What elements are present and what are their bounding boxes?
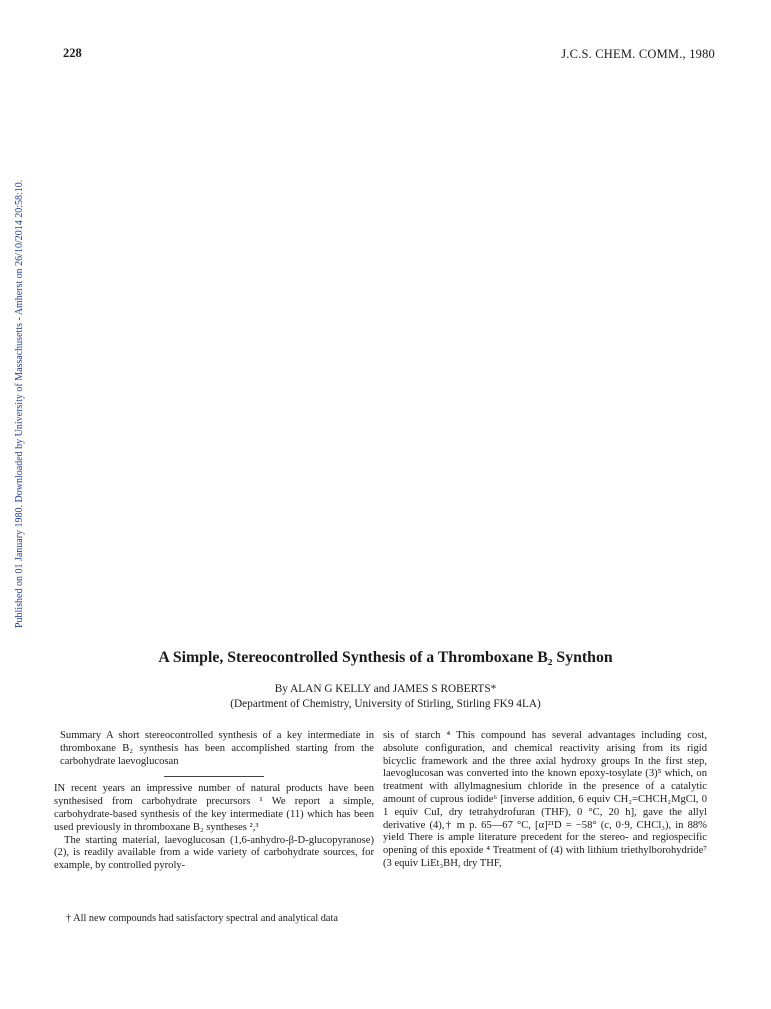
summary-paragraph: Summary A short stereocontrolled synthesis of a key intermediate in thromboxane B₂ synthesis has been accomplished starting from the carbohydrate laevoglucosan bbox=[60, 730, 374, 767]
intro-paragraph: IN recent years an impressive number of natural products have been synthesised from carbohydrate precursors ¹ We report a simple, carbohydrate-based synthesis of the key intermediate (11) which has been used previously in thromboxane B₂ syntheses ²,³ bbox=[54, 783, 374, 833]
article-title: A Simple, Stereocontrolled Synthesis of a Thromboxane B₂ Synthon bbox=[158, 649, 613, 666]
page-number: 228 bbox=[63, 46, 82, 60]
footnote: † All new compounds had satisfactory spectral and analytical data bbox=[66, 913, 338, 924]
starting-material-paragraph: The starting material, laevoglucosan (1,6-anhydro-β-D-glucopyranose) (2), is readily available from a wide variety of carbohydrate sources, for example, by controlled pyroly- bbox=[54, 834, 374, 872]
download-watermark: Published on 01 January 1980. Downloaded by University of Massachusetts - Amherst on 26/10/2014 20:58:10. bbox=[14, 179, 25, 628]
article-authors: By ALAN G KELLY and JAMES S ROBERTS* bbox=[274, 683, 497, 695]
right-column bbox=[383, 730, 707, 871]
left-column bbox=[54, 730, 374, 873]
journal-header: J.C.S. CHEM. COMM., 1980 bbox=[561, 47, 715, 61]
summary-divider bbox=[164, 776, 264, 777]
article-affiliation: (Department of Chemistry, University of Stirling, Stirling FK9 4LA) bbox=[230, 698, 541, 710]
synthesis-paragraph: sis of starch ⁴ This compound has several advantages including cost, absolute configuration, and chemical reactivity arising from its rigid bicyclic framework and the three axial hydroxy groups In the first step, laevoglucosan was converted into the known epoxy-tosylate (3)⁵ which, on treatment with allylmagnesium chloride in the presence of a catalytic amount of cuprous iodide⁶ [inverse addition, 6 equiv CH₂=CHCH₂MgCl, 0 1 equiv CuI, dry tetrahydrofuran (THF), 0 °C, 20 h], gave the allyl derivative (4),† m p. 65—67 °C, [α]²¹D = −58° (c, 0·9, CHCl₃), in 88% yield There is ample literature precedent for the stereo- and regiospecific opening of this epoxide ⁴ Treatment of (4) with lithium triethylborohydride⁷ (3 equiv LiEt₃BH, dry THF, bbox=[383, 730, 707, 869]
